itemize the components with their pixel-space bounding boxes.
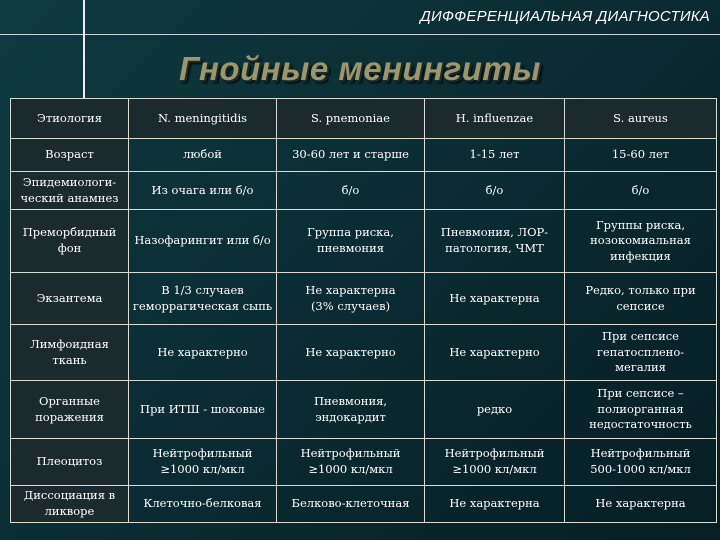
table-cell: Назофарингит или б/о — [129, 210, 277, 273]
table-header-row — [11, 99, 717, 139]
table-cell: Не характерна — [565, 486, 717, 523]
table-cell: Группы риска, нозокомиальная инфекция — [565, 210, 717, 273]
table-cell: При сепсисе гепатоспленo- мегалия — [565, 325, 717, 381]
header-cell-etiology: Этиология — [11, 99, 129, 139]
row-label: Возраст — [11, 139, 129, 172]
table-cell: Нейтрофильный 500-1000 кл/мкл — [565, 439, 717, 486]
table-row — [11, 139, 717, 172]
table-cell: Белково-клеточная — [277, 486, 425, 523]
slide-title: Гнойные менингиты — [179, 50, 541, 87]
table-cell: При ИТШ - шоковые — [129, 381, 277, 439]
differential-diagnosis-table — [10, 98, 717, 523]
table-cell: Не характерна (3% случаев) — [277, 273, 425, 325]
table-cell: При сепсисе – полиорганная недостаточность — [565, 381, 717, 439]
table-cell: В 1/3 случаев геморрагическая сыпь — [129, 273, 277, 325]
table-cell: б/о — [565, 172, 717, 210]
table-row — [11, 273, 717, 325]
table-cell: Пневмония, эндокардит — [277, 381, 425, 439]
table-cell: Пневмония, ЛОР- патология, ЧМТ — [425, 210, 565, 273]
row-label: Плеоцитоз — [11, 439, 129, 486]
row-label: Диссоциация в ликворе — [11, 486, 129, 523]
table-cell: Группа риска, пневмония — [277, 210, 425, 273]
header-cell-s-pnemoniae: S. pnemoniae — [277, 99, 425, 139]
table-cell: Из очага или б/о — [129, 172, 277, 210]
table-row — [11, 381, 717, 439]
table-cell: редко — [425, 381, 565, 439]
table-cell: 15-60 лет — [565, 139, 717, 172]
table-cell: б/о — [425, 172, 565, 210]
table-row — [11, 439, 717, 486]
table-cell: Не характерно — [277, 325, 425, 381]
header-cell-h-influenzae: H. influenzae — [425, 99, 565, 139]
table-cell: Не характерно — [425, 325, 565, 381]
table-cell: 1-15 лет — [425, 139, 565, 172]
table-cell: Не характерна — [425, 273, 565, 325]
table-cell: Нейтрофильный ≥1000 кл/мкл — [425, 439, 565, 486]
slide-subtitle: ДИФФЕРЕНЦИАЛЬНАЯ ДИАГНОСТИКА — [420, 8, 710, 25]
header-cell-s-aureus: S. aureus — [565, 99, 717, 139]
row-label: Органные поражения — [11, 381, 129, 439]
row-label: Преморбидный фон — [11, 210, 129, 273]
table-cell: Не характерно — [129, 325, 277, 381]
table-row — [11, 486, 717, 523]
table-cell: 30-60 лет и старше — [277, 139, 425, 172]
table-cell: Нейтрофильный ≥1000 кл/мкл — [129, 439, 277, 486]
table-row — [11, 172, 717, 210]
row-label: Экзантема — [11, 273, 129, 325]
table-cell: Редко, только при сепсисе — [565, 273, 717, 325]
table-row — [11, 210, 717, 273]
header-cell-n-meningitidis: N. meningitidis — [129, 99, 277, 139]
table-cell: б/о — [277, 172, 425, 210]
row-label: Эпидемиологи- ческий анамнез — [11, 172, 129, 210]
table-cell: любой — [129, 139, 277, 172]
table-row — [11, 325, 717, 381]
table-cell: Нейтрофильный ≥1000 кл/мкл — [277, 439, 425, 486]
table-cell: Не характерна — [425, 486, 565, 523]
table-cell: Клеточно-белковая — [129, 486, 277, 523]
header-divider — [0, 34, 720, 35]
row-label: Лимфоидная ткань — [11, 325, 129, 381]
